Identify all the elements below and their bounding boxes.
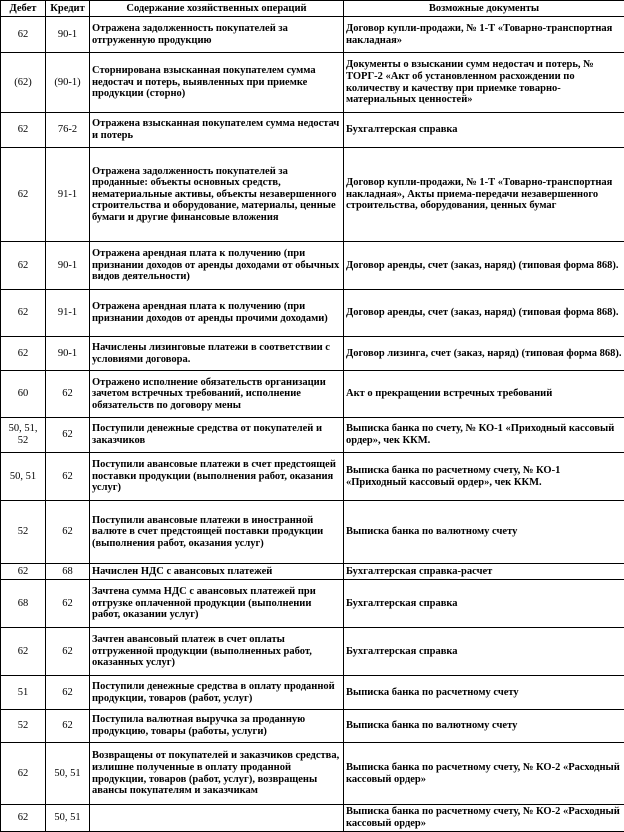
header-operation: Содержание хозяйственных операций [90,1,344,17]
header-credit: Кредит [46,1,90,17]
header-documents: Возможные документы [344,1,624,17]
operation-cell: Отражено исполнение обязательств организации зачетом встречных требований, исполнение обязательств по договору мены [90,371,344,418]
table-row [1,580,624,628]
documents-cell: Договор аренды, счет (заказ, наряд) (типовая форма 868). [344,290,624,337]
table-row [1,17,624,53]
operation-cell [90,805,344,832]
credit-cell: 62 [46,453,90,501]
documents-cell: Бухгалтерская справка [344,628,624,676]
credit-cell: 62 [46,580,90,628]
debit-cell: 51 [1,676,46,710]
credit-cell: 62 [46,418,90,453]
credit-cell: 62 [46,710,90,743]
operation-cell: Поступили денежные средства от покупателей и заказчиков [90,418,344,453]
table-header-row [1,1,624,17]
operation-cell: Поступила валютная выручка за проданную продукцию, товары (работы, услуги) [90,710,344,743]
debit-cell: (62) [1,53,46,113]
documents-cell: Документы о взыскании сумм недостач и потерь, № ТОРГ-2 «Акт об установленном расхождении по количеству и качеству при приемке товарно-материальных ценностей» [344,53,624,113]
credit-cell: 91-1 [46,148,90,242]
debit-cell: 52 [1,710,46,743]
table-row [1,628,624,676]
operation-cell: Возвращены от покупателей и заказчиков средства, излишне полученные в оплату проданной продукции, товаров (работ, услуг), возвращены авансы покупателям и заказчикам [90,743,344,805]
table-row [1,53,624,113]
table-row [1,501,624,564]
operation-cell: Отражена задолженность покупателей за отгруженную продукцию [90,17,344,53]
credit-cell: 90-1 [46,337,90,371]
table-row [1,242,624,290]
credit-cell: (90-1) [46,53,90,113]
debit-cell: 62 [1,628,46,676]
credit-cell: 62 [46,371,90,418]
debit-cell: 60 [1,371,46,418]
operation-cell: Сторнирована взысканная покупателем сумма недостач и потерь, выявленных при приемке продукции (сторно) [90,53,344,113]
operation-cell: Отражена арендная плата к получению (при признании доходов от аренды доходами от обычных видов деятельности) [90,242,344,290]
table-row [1,290,624,337]
documents-cell: Договор аренды, счет (заказ, наряд) (типовая форма 868). [344,242,624,290]
debit-cell: 50, 51, 52 [1,418,46,453]
operation-cell: Поступили денежные средства в оплату проданной продукции, товаров (работ, услуг) [90,676,344,710]
table-row [1,113,624,148]
operation-cell: Отражена задолженность покупателей за проданные: объекты основных средств, нематериальные активы, объекты незавершенного строительства и оборудование, материалы, ценные бумаги и другие финансовые вложения [90,148,344,242]
documents-cell: Бухгалтерская справка-расчет [344,564,624,580]
documents-cell: Выписка банка по валютному счету [344,501,624,564]
credit-cell: 50, 51 [46,743,90,805]
credit-cell: 62 [46,676,90,710]
debit-cell: 62 [1,337,46,371]
debit-cell: 52 [1,501,46,564]
debit-cell: 62 [1,564,46,580]
documents-cell: Выписка банка по расчетному счету, № КО-1 «Приходный кассовый ордер», чек ККМ. [344,453,624,501]
documents-cell: Выписка банка по валютному счету [344,710,624,743]
table-row [1,337,624,371]
documents-cell: Выписка банка по счету, № КО-1 «Приходный кассовый ордер», чек ККМ. [344,418,624,453]
documents-cell: Договор лизинга, счет (заказ, наряд) (типовая форма 868). [344,337,624,371]
debit-cell: 50, 51 [1,453,46,501]
credit-cell: 91-1 [46,290,90,337]
debit-cell: 62 [1,290,46,337]
operation-cell: Отражена арендная плата к получению (при признании доходов от аренды прочими доходами) [90,290,344,337]
operation-cell: Зачтена сумма НДС с авансовых платежей при отгрузке оплаченной продукции (выполнении работ, оказании услуг) [90,580,344,628]
operation-cell: Начислены лизинговые платежи в соответствии с условиями договора. [90,337,344,371]
operation-cell: Отражена взысканная покупателем сумма недостач и потерь [90,113,344,148]
credit-cell: 62 [46,628,90,676]
documents-cell: Акт о прекращении встречных требований [344,371,624,418]
table-row [1,148,624,242]
header-debit: Дебет [1,1,46,17]
credit-cell: 62 [46,501,90,564]
credit-cell: 50, 51 [46,805,90,832]
debit-cell: 68 [1,580,46,628]
debit-cell: 62 [1,113,46,148]
operation-cell: Поступили авансовые платежи в счет предстоящей поставки продукции (выполнения работ, оказания услуг) [90,453,344,501]
debit-cell: 62 [1,805,46,832]
documents-cell: Выписка банка по расчетному счету, № КО-2 «Расходный кассовый ордер» [344,805,624,832]
debit-cell: 62 [1,148,46,242]
documents-cell: Выписка банка по расчетному счету, № КО-2 «Расходный кассовый ордер» [344,743,624,805]
documents-cell: Бухгалтерская справка [344,113,624,148]
table-row [1,743,624,805]
credit-cell: 76-2 [46,113,90,148]
operation-cell: Поступили авансовые платежи в иностранной валюте в счет предстоящей поставки продукции (выполнения работ, оказания услуг) [90,501,344,564]
debit-cell: 62 [1,17,46,53]
table-row [1,564,624,580]
table-row [1,453,624,501]
table-row [1,805,624,832]
debit-cell: 62 [1,242,46,290]
table-row [1,371,624,418]
documents-cell: Выписка банка по расчетному счету [344,676,624,710]
operation-cell: Зачтен авансовый платеж в счет оплаты отгруженной продукции (выполненных работ, оказанных услуг) [90,628,344,676]
documents-cell: Договор купли-продажи, № 1-Т «Товарно-транспортная накладная», Акты приема-передачи незавершенного строительства, оборудования, ценных бумаг [344,148,624,242]
table-row [1,676,624,710]
documents-cell: Договор купли-продажи, № 1-Т «Товарно-транспортная накладная» [344,17,624,53]
table-row [1,418,624,453]
documents-cell: Бухгалтерская справка [344,580,624,628]
credit-cell: 68 [46,564,90,580]
operation-cell: Начислен НДС с авансовых платежей [90,564,344,580]
debit-cell: 62 [1,743,46,805]
credit-cell: 90-1 [46,17,90,53]
credit-cell: 90-1 [46,242,90,290]
table-row [1,710,624,743]
